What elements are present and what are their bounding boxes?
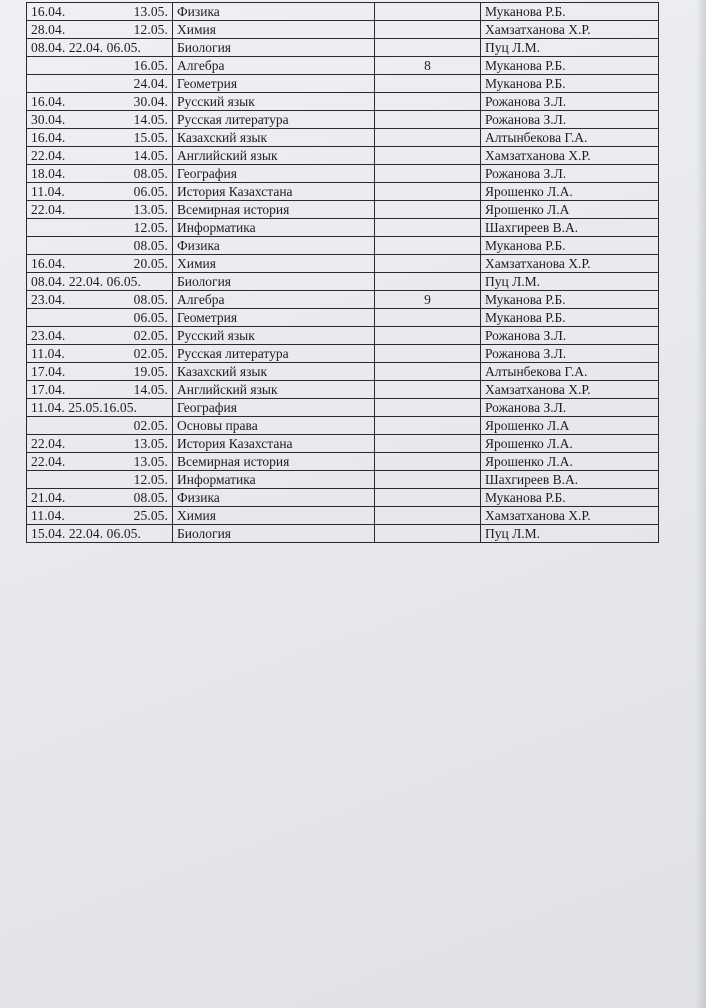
grade-cell <box>375 147 481 165</box>
grade-cell <box>375 129 481 147</box>
teacher-cell: Алтынбекова Г.А. <box>481 129 659 147</box>
teacher-cell: Хамзатханова Х.Р. <box>481 381 659 399</box>
dates-cell <box>27 489 173 507</box>
document-page <box>26 2 658 543</box>
dates-cell <box>27 93 173 111</box>
dates-cell <box>27 399 173 417</box>
grade-cell <box>375 345 481 363</box>
date-start: 08.04. 22.04. 06.05. <box>31 40 141 55</box>
dates-cell <box>27 165 173 183</box>
date-start: 30.04. <box>31 112 66 127</box>
teacher-cell: Хамзатханова Х.Р. <box>481 507 659 525</box>
table-row <box>27 363 659 381</box>
table-row <box>27 21 659 39</box>
dates-cell <box>27 21 173 39</box>
teacher-cell: Ярошенко Л.А. <box>481 453 659 471</box>
table-row <box>27 291 659 309</box>
grade-cell <box>375 363 481 381</box>
subject-cell: География <box>173 165 375 183</box>
date-start: 08.04. 22.04. 06.05. <box>31 274 141 289</box>
dates-cell <box>27 345 173 363</box>
table-row <box>27 129 659 147</box>
dates-cell <box>27 507 173 525</box>
subject-cell: Химия <box>173 255 375 273</box>
teacher-cell: Хамзатханова Х.Р. <box>481 21 659 39</box>
table-row <box>27 417 659 435</box>
date-end: 14.05. <box>133 382 168 397</box>
dates-cell <box>27 417 173 435</box>
grade-cell <box>375 273 481 291</box>
table-row <box>27 399 659 417</box>
teacher-cell: Муканова Р.Б. <box>481 489 659 507</box>
subject-cell: Биология <box>173 39 375 57</box>
subject-cell: Казахский язык <box>173 363 375 381</box>
subject-cell: Английский язык <box>173 381 375 399</box>
subject-cell: Информатика <box>173 219 375 237</box>
date-end: 20.05. <box>133 256 168 271</box>
date-end: 14.05. <box>133 112 168 127</box>
grade-cell <box>375 471 481 489</box>
teacher-cell: Хамзатханова Х.Р. <box>481 255 659 273</box>
grade-cell: 8 <box>375 57 481 75</box>
date-end: 25.05. <box>133 508 168 523</box>
grade-cell <box>375 381 481 399</box>
subject-cell: Казахский язык <box>173 129 375 147</box>
grade-cell <box>375 309 481 327</box>
subject-cell: Алгебра <box>173 291 375 309</box>
dates-cell <box>27 309 173 327</box>
date-end: 06.05. <box>133 184 168 199</box>
dates-cell <box>27 75 173 93</box>
teacher-cell: Рожанова З.Л. <box>481 111 659 129</box>
subject-cell: История Казахстана <box>173 435 375 453</box>
subject-cell: Физика <box>173 489 375 507</box>
grade-cell <box>375 165 481 183</box>
grade-cell <box>375 237 481 255</box>
table-row <box>27 273 659 291</box>
date-start: 22.04. <box>31 436 66 451</box>
date-end: 14.05. <box>133 148 168 163</box>
grade-cell <box>375 111 481 129</box>
schedule-table-body <box>27 3 659 543</box>
dates-cell <box>27 381 173 399</box>
date-start: 23.04. <box>31 292 66 307</box>
date-start: 22.04. <box>31 202 66 217</box>
teacher-cell: Пуц Л.М. <box>481 525 659 543</box>
date-start: 11.04. 25.05.16.05. <box>31 400 138 415</box>
teacher-cell: Рожанова З.Л. <box>481 165 659 183</box>
dates-cell <box>27 111 173 129</box>
table-row <box>27 507 659 525</box>
dates-cell <box>27 291 173 309</box>
dates-cell <box>27 327 173 345</box>
teacher-cell: Пуц Л.М. <box>481 39 659 57</box>
schedule-table <box>26 2 659 543</box>
date-end: 13.05. <box>133 4 168 19</box>
dates-cell <box>27 525 173 543</box>
date-end: 08.05. <box>133 166 168 181</box>
date-end: 19.05. <box>133 364 168 379</box>
grade-cell <box>375 507 481 525</box>
teacher-cell: Пуц Л.М. <box>481 273 659 291</box>
subject-cell: Русская литература <box>173 345 375 363</box>
grade-cell <box>375 39 481 57</box>
date-start: 18.04. <box>31 166 66 181</box>
subject-cell: Основы права <box>173 417 375 435</box>
teacher-cell: Муканова Р.Б. <box>481 3 659 21</box>
subject-cell: Химия <box>173 21 375 39</box>
dates-cell <box>27 453 173 471</box>
table-row <box>27 201 659 219</box>
table-row <box>27 183 659 201</box>
subject-cell: Геометрия <box>173 309 375 327</box>
grade-cell <box>375 453 481 471</box>
table-row <box>27 93 659 111</box>
table-row <box>27 237 659 255</box>
table-row <box>27 219 659 237</box>
dates-cell <box>27 471 173 489</box>
table-row <box>27 381 659 399</box>
grade-cell <box>375 399 481 417</box>
table-row <box>27 435 659 453</box>
table-row <box>27 57 659 75</box>
grade-cell <box>375 255 481 273</box>
teacher-cell: Муканова Р.Б. <box>481 237 659 255</box>
teacher-cell: Рожанова З.Л. <box>481 327 659 345</box>
teacher-cell: Ярошенко Л.А. <box>481 183 659 201</box>
teacher-cell: Муканова Р.Б. <box>481 309 659 327</box>
date-start: 28.04. <box>31 22 66 37</box>
table-row <box>27 75 659 93</box>
date-end: 12.05. <box>133 220 168 235</box>
dates-cell <box>27 147 173 165</box>
subject-cell: Геометрия <box>173 75 375 93</box>
subject-cell: Алгебра <box>173 57 375 75</box>
table-row <box>27 489 659 507</box>
dates-cell <box>27 363 173 381</box>
teacher-cell: Рожанова З.Л. <box>481 345 659 363</box>
date-start: 11.04. <box>31 508 65 523</box>
dates-cell <box>27 255 173 273</box>
date-end: 16.05. <box>133 58 168 73</box>
teacher-cell: Муканова Р.Б. <box>481 57 659 75</box>
table-row <box>27 147 659 165</box>
subject-cell: Физика <box>173 3 375 21</box>
paper-edge-shadow <box>696 0 706 1008</box>
date-start: 16.04. <box>31 130 66 145</box>
grade-cell <box>375 435 481 453</box>
grade-cell <box>375 75 481 93</box>
date-start: 16.04. <box>31 4 66 19</box>
teacher-cell: Хамзатханова Х.Р. <box>481 147 659 165</box>
date-start: 21.04. <box>31 490 66 505</box>
teacher-cell: Ярошенко Л.А. <box>481 435 659 453</box>
date-end: 12.05. <box>133 472 168 487</box>
teacher-cell: Муканова Р.Б. <box>481 291 659 309</box>
table-row <box>27 471 659 489</box>
date-start: 11.04. <box>31 184 65 199</box>
dates-cell <box>27 219 173 237</box>
date-end: 02.05. <box>133 418 168 433</box>
date-start: 15.04. 22.04. 06.05. <box>31 526 141 541</box>
grade-cell <box>375 327 481 345</box>
subject-cell: Химия <box>173 507 375 525</box>
table-row <box>27 3 659 21</box>
grade-cell <box>375 219 481 237</box>
table-row <box>27 255 659 273</box>
date-start: 22.04. <box>31 148 66 163</box>
date-end: 08.05. <box>133 238 168 253</box>
subject-cell: Русская литература <box>173 111 375 129</box>
grade-cell <box>375 183 481 201</box>
dates-cell <box>27 39 173 57</box>
grade-cell <box>375 201 481 219</box>
subject-cell: Английский язык <box>173 147 375 165</box>
subject-cell: Всемирная история <box>173 453 375 471</box>
teacher-cell: Рожанова З.Л. <box>481 93 659 111</box>
subject-cell: Биология <box>173 273 375 291</box>
date-end: 13.05. <box>133 202 168 217</box>
table-row <box>27 309 659 327</box>
teacher-cell: Алтынбекова Г.А. <box>481 363 659 381</box>
date-end: 30.04. <box>133 94 168 109</box>
date-start: 16.04. <box>31 94 66 109</box>
dates-cell <box>27 435 173 453</box>
date-end: 02.05. <box>133 328 168 343</box>
table-row <box>27 525 659 543</box>
table-row <box>27 165 659 183</box>
table-row <box>27 345 659 363</box>
table-row <box>27 327 659 345</box>
teacher-cell: Рожанова З.Л. <box>481 399 659 417</box>
date-start: 11.04. <box>31 346 65 361</box>
grade-cell <box>375 21 481 39</box>
grade-cell <box>375 3 481 21</box>
teacher-cell: Шахгиреев В.А. <box>481 219 659 237</box>
date-start: 22.04. <box>31 454 66 469</box>
date-start: 17.04. <box>31 382 66 397</box>
subject-cell: Русский язык <box>173 327 375 345</box>
dates-cell <box>27 237 173 255</box>
teacher-cell: Муканова Р.Б. <box>481 75 659 93</box>
subject-cell: Всемирная история <box>173 201 375 219</box>
date-start: 23.04. <box>31 328 66 343</box>
subject-cell: История Казахстана <box>173 183 375 201</box>
dates-cell <box>27 57 173 75</box>
grade-cell <box>375 489 481 507</box>
date-end: 24.04. <box>133 76 168 91</box>
subject-cell: Биология <box>173 525 375 543</box>
subject-cell: Физика <box>173 237 375 255</box>
date-end: 12.05. <box>133 22 168 37</box>
date-end: 13.05. <box>133 454 168 469</box>
grade-cell: 9 <box>375 291 481 309</box>
date-end: 08.05. <box>133 292 168 307</box>
grade-cell <box>375 93 481 111</box>
date-end: 08.05. <box>133 490 168 505</box>
table-row <box>27 39 659 57</box>
dates-cell <box>27 201 173 219</box>
date-end: 15.05. <box>133 130 168 145</box>
dates-cell <box>27 273 173 291</box>
date-end: 06.05. <box>133 310 168 325</box>
table-row <box>27 453 659 471</box>
date-start: 17.04. <box>31 364 66 379</box>
date-start: 16.04. <box>31 256 66 271</box>
grade-cell <box>375 525 481 543</box>
dates-cell <box>27 183 173 201</box>
table-row <box>27 111 659 129</box>
dates-cell <box>27 129 173 147</box>
teacher-cell: Ярошенко Л.А <box>481 201 659 219</box>
dates-cell <box>27 3 173 21</box>
date-end: 13.05. <box>133 436 168 451</box>
subject-cell: Информатика <box>173 471 375 489</box>
subject-cell: География <box>173 399 375 417</box>
grade-cell <box>375 417 481 435</box>
teacher-cell: Ярошенко Л.А <box>481 417 659 435</box>
teacher-cell: Шахгиреев В.А. <box>481 471 659 489</box>
subject-cell: Русский язык <box>173 93 375 111</box>
date-end: 02.05. <box>133 346 168 361</box>
